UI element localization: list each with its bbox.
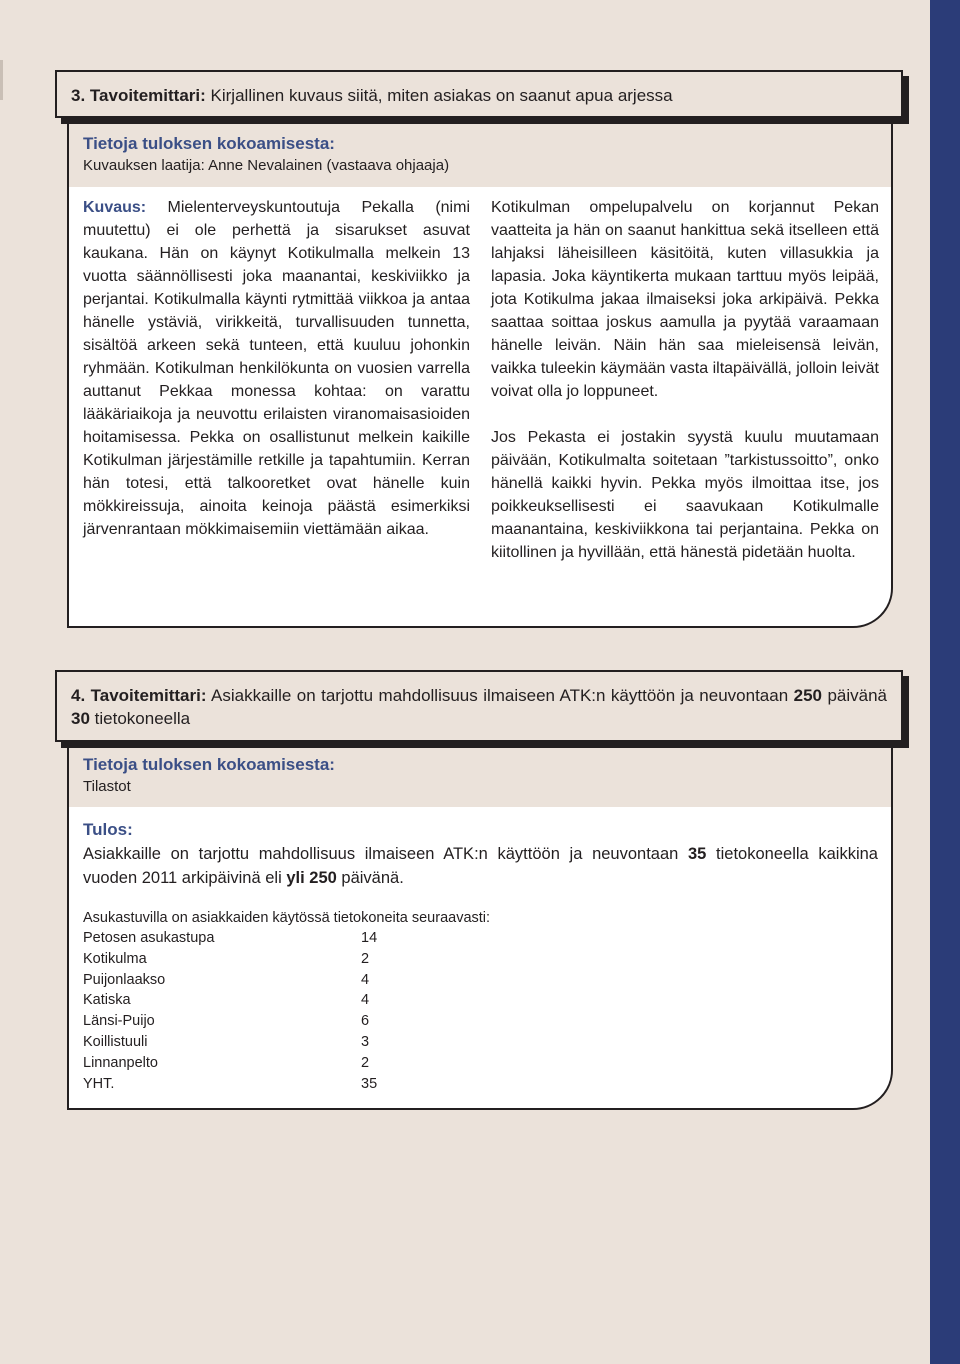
info-band-3	[69, 120, 891, 187]
result-text-a: Asiakkaille on tarjottu mahdollisuus ilmaiseen ATK:n käyttöön ja neuvontaan	[83, 845, 679, 863]
section-4	[67, 740, 893, 1110]
section-4-title-c: tietokoneella	[94, 709, 191, 728]
section-3-title-label: Tavoitemittari:	[89, 86, 206, 105]
section-4-title-b: päivänä	[827, 686, 888, 705]
section-3-title-box	[55, 70, 903, 118]
result-text-b: tietokoneella kaikkina vuoden 2011 arkipäivinä eli	[83, 845, 878, 887]
description-text: Mielenterveyskuntoutuja Pekalla (nimi muutettu) ei ole perhettä ja sisarukset asuvat kaukana. Hän on käynyt Kotikulmalla melkein 13 vuotta säännöllisesti joka maanantai, keskiviikko ja perjantai. Kotikulmalla käynti rytmittää viikkoa ja antaa hänelle ystäviä, virikkeitä, turvallisuuden tunnetta, sisältöä arkeen sekä tunteen, että kuuluu johonkin ryhmään. Kotikulman henkilökunta on vuosien varrella auttanut Pekkaa monessa kohtaa: on varattu lääkäriaikoja ja neuvottu erilaisten viranomaisasioiden hoitamisessa. Pekka on osallistunut melkein kaikille Kotikulman järjestämille retkille ja tapahtumiin. Kerran hän totesi, että talkooretket ovat hänelle kuin mökkireissuja, ainoita keinoja päästä esimerkiksi järvenrantaan mökkimaisemiin viettämään aikaa.	[83, 199, 470, 538]
section-3-title	[71, 84, 887, 107]
info-band-4	[69, 742, 891, 807]
stats-row-total: YHT. 35	[83, 1075, 378, 1092]
section-3	[67, 118, 893, 628]
stats-row: Linnanpelto 2	[83, 1054, 370, 1071]
section-4-title-label: Tavoitemittari:	[90, 686, 207, 705]
section-4-title-box	[55, 670, 903, 742]
stats-intro: Asukastuvilla on asiakkaiden käytössä tietokoneita seuraavasti:	[83, 910, 491, 926]
section-3-number: 3.	[71, 86, 86, 105]
result-number-days: yli 250	[286, 869, 337, 887]
stats-block	[83, 910, 490, 1094]
decorative-side-bar	[930, 0, 960, 1364]
info-text-3: Kuvauksen laatija: Anne Nevalainen (vastaava ohjaaja)	[83, 157, 450, 174]
section-4-title-a: Asiakkaille on tarjottu mahdollisuus ilmaiseen ATK:n käyttöön ja neuvontaan	[211, 686, 789, 705]
result-label: Tulos:	[83, 820, 133, 839]
right-paragraph-2: Jos Pekasta ei jostakin syystä kuulu muutamaan päivään, Kotikulmalta soitetaan ”tarkistussoitto”, onko hänellä kaikki hyvin. Pekka myös ilmoittaa itse, jos poikkeuksellisesti ei saavukaan Kotikulmalle maanantaina, keskiviikkona tai perjantaina. Pekka on kiitollinen ja hyvillään, että hänestä pidetään huolta.	[491, 429, 879, 561]
right-paragraph-1: Kotikulman ompelupalvelu on korjannut Pekan vaatteita ja hän on saanut hankittua sekä itselleen että lahjaksi läheisilleen käsitöitä, kuten villasukkia ja lapasia. Joka käyntikerta mukaan tarttuu myös leipää, jota Kotikulma jakaa ilmaiseksi joka arkipäivä. Pekka saattaa soittaa joskus aamulla ja pyytää varaamaan hänelle leivän. Näin hän saa mieleisensä leivän, vaikka tuleekin käymään vasta iltapäivällä, jolloin leivät voivat olla jo loppuneet.	[491, 199, 879, 400]
info-text-4: Tilastot	[83, 778, 131, 795]
stats-row: Länsi-Puijo 6	[83, 1013, 370, 1030]
section-4-title-days: 250	[793, 686, 822, 705]
section-4-title-computers: 30	[71, 709, 90, 728]
section-4-title	[71, 684, 887, 730]
section-4-number: 4.	[71, 686, 86, 705]
stats-row: Petosen asukastupa 14	[83, 930, 378, 946]
stats-row: Katiska 4	[83, 992, 370, 1009]
info-heading-3: Tietoja tuloksen kokoamisesta:	[83, 134, 335, 153]
stats-row: Kotikulma 2	[83, 950, 370, 967]
description-label: Kuvaus:	[83, 199, 147, 216]
section-3-title-text: Kirjallinen kuvaus siitä, miten asiakas on saanut apua arjessa	[210, 86, 673, 105]
result-text-c: päivänä.	[341, 869, 404, 887]
page-edge-mark	[0, 60, 3, 100]
info-heading-4: Tietoja tuloksen kokoamisesta:	[83, 755, 335, 774]
result-block	[83, 820, 878, 890]
stats-row: Puijonlaakso 4	[83, 971, 370, 988]
result-number-computers: 35	[688, 845, 707, 863]
section-3-left-column	[83, 196, 470, 564]
stats-row: Koillistuuli 3	[83, 1033, 370, 1050]
section-3-right-column	[491, 196, 879, 587]
result-text	[83, 842, 878, 890]
